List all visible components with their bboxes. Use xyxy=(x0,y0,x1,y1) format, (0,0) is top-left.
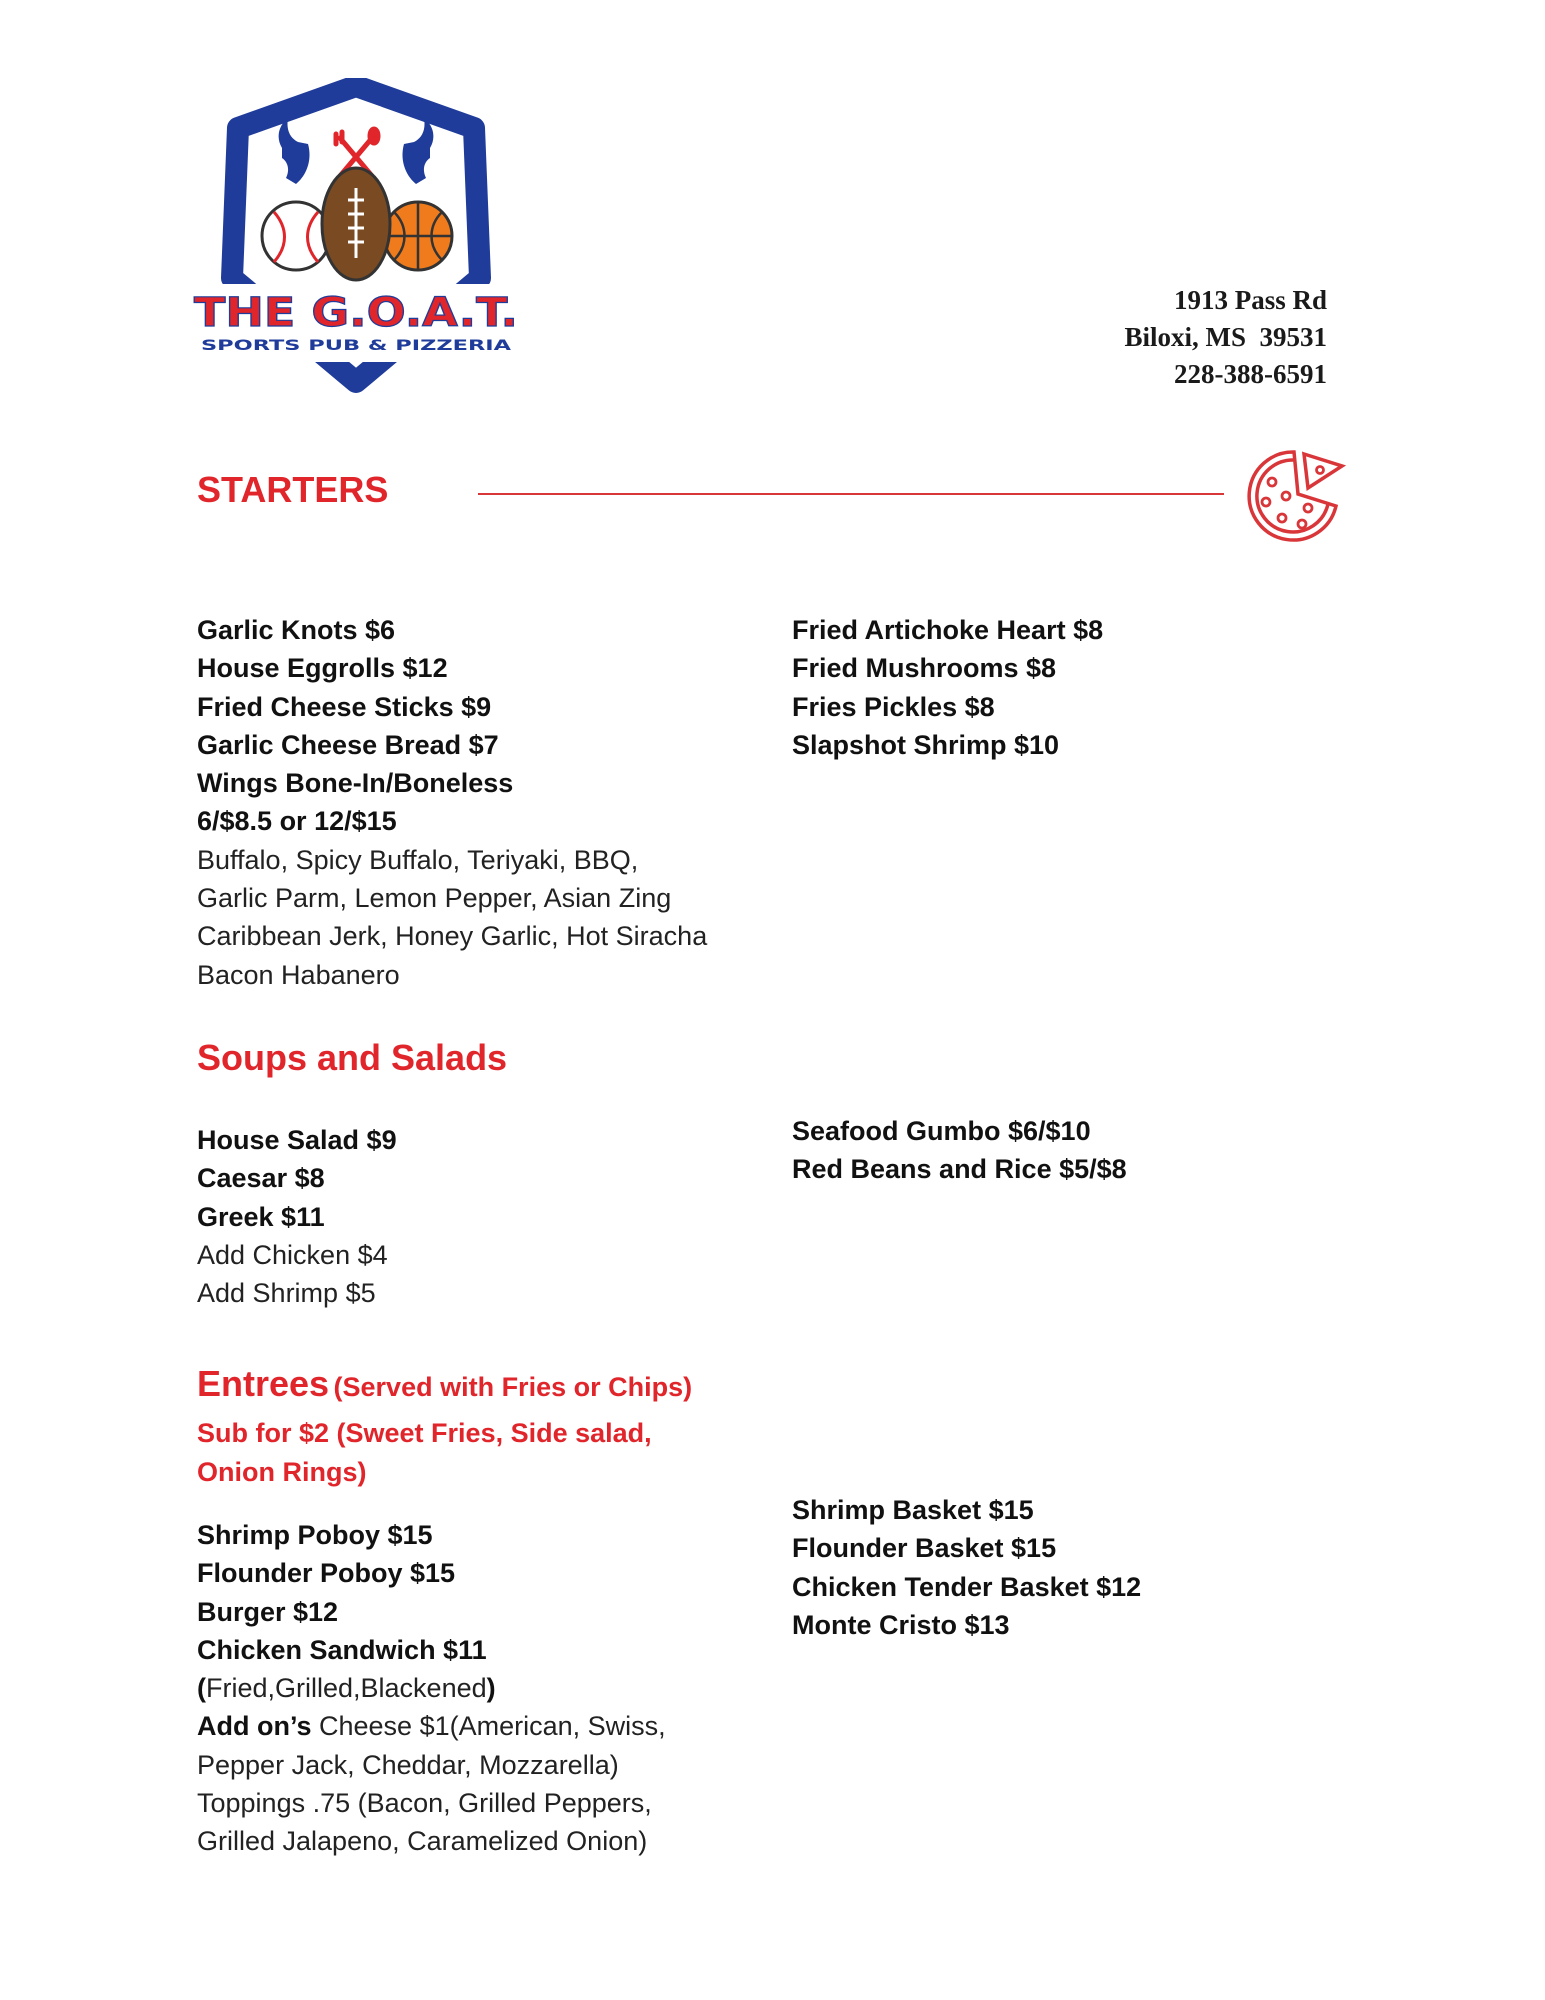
toppings-line: Toppings .75 (Bacon, Grilled Peppers, xyxy=(197,1788,652,1819)
goat-logo xyxy=(190,78,522,396)
salad-addon: Add Shrimp $5 xyxy=(197,1278,376,1309)
baseball-icon xyxy=(262,202,330,270)
menu-item: Caesar $8 xyxy=(197,1163,325,1194)
address-phone: 228-388-6591 xyxy=(1174,359,1327,389)
menu-item: Shrimp Poboy $15 xyxy=(197,1520,433,1550)
wing-flavors: Bacon Habanero xyxy=(197,959,400,990)
menu-item: Chicken Sandwich $11 xyxy=(197,1634,487,1665)
menu-item: Shrimp Basket $15 xyxy=(792,1495,1034,1525)
starters-left-list xyxy=(197,611,707,994)
soups-title: Soups and Salads xyxy=(197,1037,508,1078)
entrees-sub-note: Onion Rings) xyxy=(197,1457,367,1487)
basketball-icon xyxy=(384,202,452,270)
wing-flavors: Garlic Parm, Lemon Pepper, Asian Zing xyxy=(197,883,672,914)
address-city: Biloxi, MS 39531 xyxy=(1124,322,1327,352)
menu-item: Chicken Tender Basket $12 xyxy=(792,1571,1142,1602)
chicken-styles: (Fried,Grilled,Blackened) xyxy=(197,1673,496,1704)
logo-name: THE G.O.A.T. xyxy=(194,290,518,336)
logo-tagline: SPORTS PUB & PIZZERIA xyxy=(201,338,513,354)
entrees-sub-note: Sub for $2 (Sweet Fries, Side salad, xyxy=(197,1418,652,1448)
menu-item: Monte Cristo $13 xyxy=(792,1609,1010,1640)
menu-item: 6/$8.5 or 12/$15 xyxy=(197,806,397,837)
addons-label: Add on’s xyxy=(197,1711,312,1742)
menu-item: Slapshot Shrimp $10 xyxy=(792,729,1060,760)
address-block xyxy=(1124,282,1327,393)
menu-item: Fried Cheese Sticks $9 xyxy=(197,691,492,722)
entrees-right-list xyxy=(792,1491,1141,1644)
menu-item: House Eggrolls $12 xyxy=(197,653,448,684)
menu-item: House Salad $9 xyxy=(197,1125,397,1155)
pizza-icon xyxy=(1242,444,1346,548)
menu-item: Seafood Gumbo $6/$10 xyxy=(792,1116,1091,1146)
starters-right-list xyxy=(792,611,1103,764)
menu-item: Fried Mushrooms $8 xyxy=(792,653,1057,684)
toppings-line: Grilled Jalapeno, Caramelized Onion) xyxy=(197,1826,648,1857)
address-street: 1913 Pass Rd xyxy=(1173,285,1327,315)
entrees-header xyxy=(197,1362,692,1492)
wing-flavors: Caribbean Jerk, Honey Garlic, Hot Siracha xyxy=(197,921,708,952)
entrees-title: Entrees xyxy=(197,1363,330,1404)
menu-item: Fried Artichoke Heart $8 xyxy=(792,615,1104,645)
addons-line: Add on’s Cheese $1(American, Swiss, xyxy=(197,1711,666,1742)
menu-item: Flounder Poboy $15 xyxy=(197,1558,456,1589)
entrees-left-list xyxy=(197,1516,666,1861)
entrees-subtitle: (Served with Fries or Chips) xyxy=(333,1372,693,1402)
salad-addon: Add Chicken $4 xyxy=(197,1239,388,1270)
addons-line: Pepper Jack, Cheddar, Mozzarella) xyxy=(197,1749,619,1780)
menu-item: Fries Pickles $8 xyxy=(792,691,995,722)
soups-right-list xyxy=(792,1112,1127,1189)
menu-item: Garlic Knots $6 xyxy=(197,615,396,645)
menu-item: Greek $11 xyxy=(197,1201,325,1232)
menu-item: Garlic Cheese Bread $7 xyxy=(197,729,499,760)
soups-left-list xyxy=(197,1121,397,1312)
menu-item: Red Beans and Rice $5/$8 xyxy=(792,1154,1127,1185)
menu-item: Flounder Basket $15 xyxy=(792,1533,1057,1564)
wing-flavors: Buffalo, Spicy Buffalo, Teriyaki, BBQ, xyxy=(197,844,639,875)
football-icon xyxy=(322,168,390,280)
section-divider xyxy=(478,493,1224,495)
menu-item: Wings Bone-In/Boneless xyxy=(197,768,514,799)
menu-item: Burger $12 xyxy=(197,1596,339,1627)
starters-title: STARTERS xyxy=(197,469,389,510)
